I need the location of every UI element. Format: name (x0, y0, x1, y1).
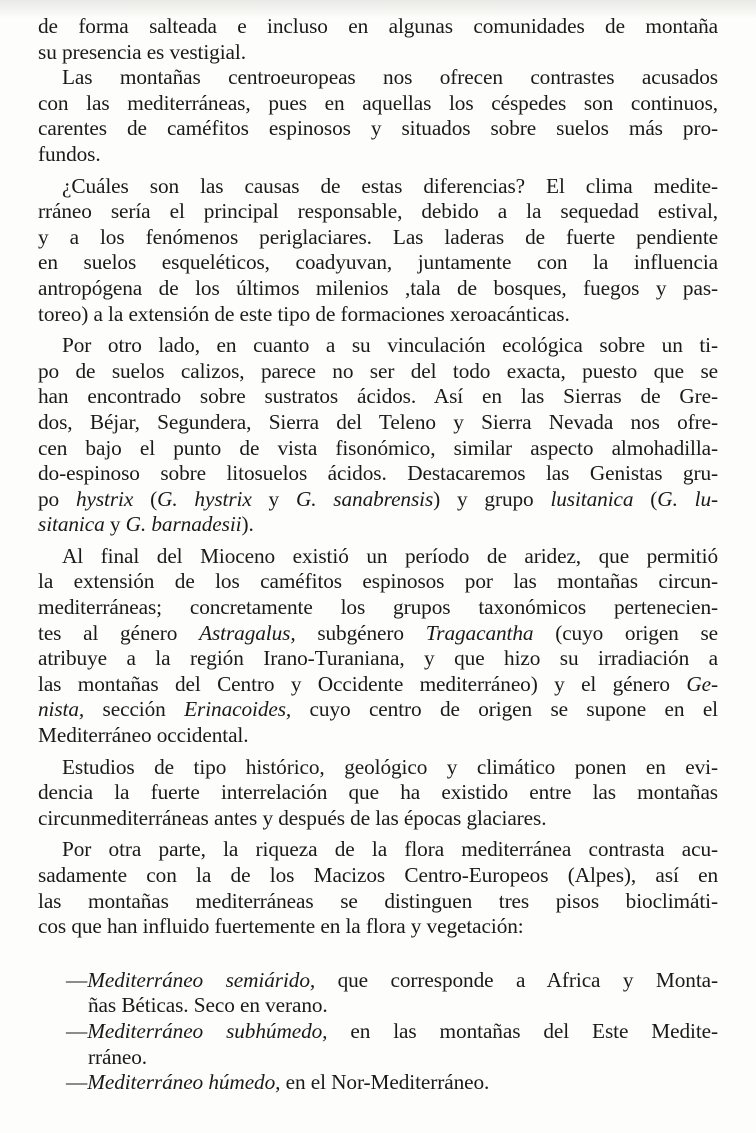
text-segment: en el Nor-Mediterráneo. (280, 1070, 490, 1095)
text-line (38, 569, 718, 595)
text-segment: Por otro lado, en cuanto a su vinculación ecológica sobre un ti- (62, 333, 718, 358)
text-line (38, 250, 718, 276)
text-segment: cen bajo el punto de vista fisonómico, similar aspecto almohadilla- (38, 435, 718, 460)
text-line (38, 225, 718, 251)
text-line (38, 174, 718, 200)
bioclimatic-floors-list (38, 968, 718, 1096)
text-segment: las montañas del Centro y Occidente mediterráneo) y el género (38, 671, 687, 696)
text-line (38, 806, 718, 832)
text-segment: las montañas mediterráneas se distinguen tres pisos bioclimáti- (38, 888, 718, 913)
text-segment: de forma salteada e incluso en algunas comunidades de montaña (38, 14, 718, 38)
text-segment: la extensión de los caméfitos espinosos por las montañas circun- (38, 569, 718, 594)
text-segment: atribuye a la región Irano-Turaniana, y que hizo su irradiación a (38, 646, 718, 671)
text-line (38, 646, 718, 672)
text-line (38, 1070, 718, 1096)
text-line (38, 65, 718, 91)
text-line (38, 359, 718, 385)
italic-text: Mediterráneo subhúmedo, (87, 1018, 328, 1043)
text-segment: po (38, 486, 76, 511)
list-item (38, 1070, 718, 1096)
text-line (38, 384, 718, 410)
text-line (38, 993, 718, 1019)
text-segment: en suelos esqueléticos, coadyuvan, juntamente con la influencia (38, 250, 718, 275)
text-segment: han encontrado sobre sustratos ácidos. Así en las Sierras de Gre- (38, 384, 718, 409)
text-line (38, 333, 718, 359)
text-line (38, 276, 718, 302)
text-line (38, 436, 718, 462)
text-line (38, 621, 718, 647)
text-line (38, 697, 718, 723)
paragraph (38, 755, 718, 832)
text-segment: carentes de caméfitos espinosos y situados sobre suelos más pro- (38, 116, 718, 141)
text-line (38, 1045, 718, 1071)
text-segment: ). (241, 512, 254, 537)
text-line (38, 14, 718, 40)
paragraph (38, 333, 718, 538)
text-segment: que corresponde a Africa y Monta- (315, 967, 719, 992)
text-line (38, 889, 718, 915)
italic-text: G. barnadesii (125, 512, 242, 537)
text-line (38, 302, 718, 328)
text-segment: po de suelos calizos, parece no ser del todo exacta, puesto que se (38, 358, 718, 383)
paragraph (38, 174, 718, 328)
text-line (38, 461, 718, 487)
italic-text: Erinacoides, (184, 697, 292, 722)
paragraph (38, 544, 718, 749)
italic-text: G. sanabrensis (295, 486, 434, 511)
text-line (38, 487, 718, 513)
text-segment: rráneo. (88, 1044, 148, 1069)
text-segment: rráneo sería el principal responsable, debido a la sequedad estival, (38, 199, 718, 224)
text-line (38, 40, 718, 66)
text-segment: cuyo centro de origen se supone en el (291, 697, 718, 722)
list-item (38, 968, 718, 1019)
text-segment: en las montañas del Este Medite- (327, 1018, 718, 1043)
italic-text: Tragacantha (425, 620, 534, 645)
text-line (38, 512, 718, 538)
text-segment: y (104, 512, 126, 537)
text-segment: Las montañas centroeuropeas nos ofrecen contrastes acusados (62, 65, 718, 90)
italic-text: Astragalus, (199, 620, 296, 645)
text-segment: fundos. (38, 141, 101, 166)
text-segment: dencia la fuerte interrelación que ha existido entre las montañas (38, 780, 718, 805)
text-line (38, 142, 718, 168)
italic-text: Mediterráneo semiárido, (87, 967, 316, 992)
text-segment: Estudios de tipo histórico, geológico y climático ponen en evi- (62, 754, 718, 779)
text-line (38, 199, 718, 225)
text-segment: — (66, 1070, 88, 1095)
text-line (38, 968, 718, 994)
text-segment: ) y grupo (433, 486, 551, 511)
text-segment: con las mediterráneas, pues en aquellas los céspedes son continuos, (38, 90, 718, 115)
text-segment: ( (633, 486, 658, 511)
text-segment: tes al género (38, 620, 200, 645)
italic-text: G. lu- (657, 486, 719, 511)
text-segment: circunmediterráneas antes y después de las épocas glaciares. (38, 805, 547, 830)
italic-text: hystrix (75, 486, 134, 511)
text-line (38, 914, 718, 940)
paragraph (38, 14, 718, 65)
text-segment: ñas Béticas. Seco en verano. (88, 993, 328, 1018)
text-segment: (cuyo origen se (533, 620, 718, 645)
text-segment: sadamente con la de los Macizos Centro-Europeos (Alpes), así en (38, 863, 718, 887)
text-line (38, 544, 718, 570)
paragraph (38, 837, 718, 939)
italic-text: Mediterráneo húmedo, (87, 1070, 281, 1095)
text-line (38, 723, 718, 749)
text-segment: dos, Béjar, Segundera, Sierra del Teleno y Sierra Nevada nos ofre- (38, 409, 718, 434)
italic-text: sitanica (38, 512, 105, 537)
text-segment: — (66, 967, 88, 992)
italic-text: Ge- (686, 671, 718, 696)
text-line (38, 863, 718, 889)
text-line (38, 837, 718, 863)
text-line (38, 755, 718, 781)
text-segment: su presencia es vestigial. (38, 39, 246, 64)
text-line (38, 410, 718, 436)
text-segment: — (66, 1018, 88, 1043)
paragraph (38, 65, 718, 167)
text-segment: sección (84, 697, 185, 722)
page-body (38, 14, 718, 1096)
text-segment: do-espinoso sobre litosuelos ácidos. Destacaremos las Genistas gru- (38, 461, 718, 486)
text-segment: ( (133, 486, 158, 511)
text-segment: y (251, 486, 296, 511)
text-segment: y a los fenómenos periglaciares. Las laderas de fuerte pendiente (38, 224, 718, 249)
text-segment: Al final del Mioceno existió un período de aridez, que permitió (62, 543, 718, 568)
text-line (38, 91, 718, 117)
text-line (38, 1019, 718, 1045)
text-segment: mediterráneas; concretamente los grupos taxonómicos pertenecien- (38, 595, 718, 620)
text-segment: antropógena de los últimos milenios ,tala de bosques, fuegos y pas- (38, 275, 718, 300)
text-line (38, 116, 718, 142)
italic-text: G. hystrix (157, 486, 252, 511)
text-segment: ¿Cuáles son las causas de estas diferencias? El clima medite- (62, 173, 718, 198)
text-segment: toreo) a la extensión de este tipo de formaciones xeroacánticas. (38, 301, 570, 326)
text-line (38, 672, 718, 698)
text-line (38, 595, 718, 621)
text-segment: Por otra parte, la riqueza de la flora mediterránea contrasta acu- (62, 837, 718, 862)
list-item (38, 1019, 718, 1070)
text-segment: subgénero (295, 620, 426, 645)
italic-text: nista, (38, 697, 85, 722)
italic-text: lusitanica (550, 486, 634, 511)
text-segment: Mediterráneo occidental. (38, 723, 249, 748)
text-line (38, 780, 718, 806)
text-segment: cos que han influido fuertemente en la flora y vegetación: (38, 914, 524, 939)
